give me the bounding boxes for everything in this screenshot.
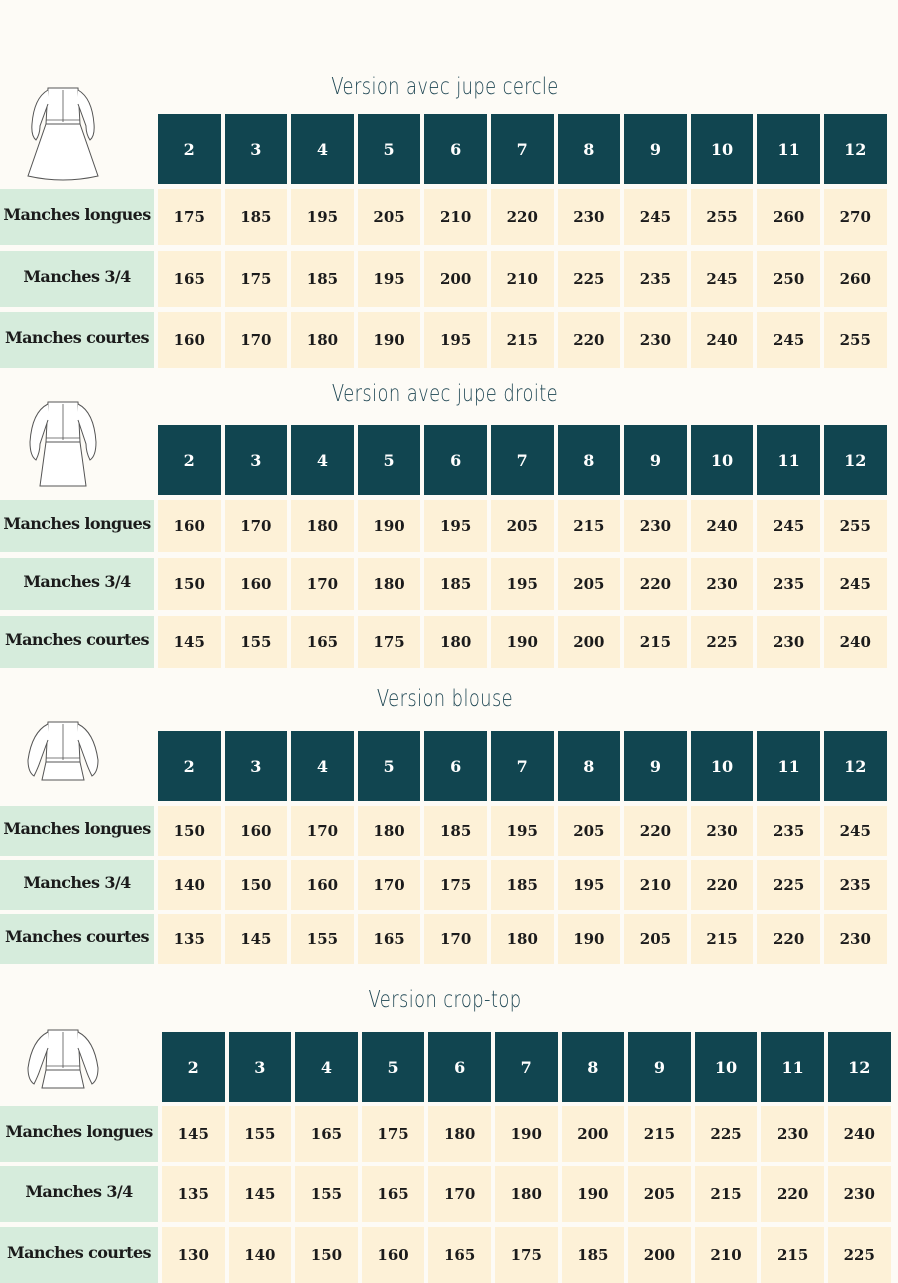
value-cell: 170 bbox=[225, 312, 288, 368]
value-cell: 180 bbox=[291, 500, 354, 552]
value-cell: 135 bbox=[162, 1166, 225, 1222]
value-cell: 210 bbox=[424, 189, 487, 245]
value-cell: 255 bbox=[824, 312, 887, 368]
size-header-cell: 6 bbox=[424, 114, 487, 184]
value-cell: 185 bbox=[491, 860, 554, 910]
value-cell: 235 bbox=[757, 558, 820, 610]
value-cell: 170 bbox=[424, 914, 487, 964]
value-cell: 195 bbox=[424, 312, 487, 368]
value-cell: 175 bbox=[362, 1106, 425, 1162]
value-cell: 175 bbox=[424, 860, 487, 910]
value-cell: 185 bbox=[225, 189, 288, 245]
value-cell: 215 bbox=[691, 914, 754, 964]
value-cell: 160 bbox=[225, 806, 288, 856]
value-cell: 180 bbox=[495, 1166, 558, 1222]
value-cell: 190 bbox=[558, 914, 621, 964]
row-label: Manches longues bbox=[0, 500, 154, 552]
size-header-cell: 11 bbox=[757, 425, 820, 495]
value-cell: 200 bbox=[628, 1227, 691, 1283]
value-cell: 165 bbox=[295, 1106, 358, 1162]
value-cell: 260 bbox=[757, 189, 820, 245]
size-header-cell: 10 bbox=[691, 425, 754, 495]
value-cell: 180 bbox=[491, 914, 554, 964]
size-header-cell: 11 bbox=[757, 731, 820, 801]
value-cell: 230 bbox=[757, 616, 820, 668]
size-header-cell: 7 bbox=[491, 114, 554, 184]
value-cell: 240 bbox=[691, 312, 754, 368]
size-header-cell: 10 bbox=[691, 731, 754, 801]
value-cell: 245 bbox=[757, 500, 820, 552]
value-cell: 165 bbox=[358, 914, 421, 964]
size-header-cell: 2 bbox=[158, 114, 221, 184]
value-cell: 215 bbox=[628, 1106, 691, 1162]
row-label: Manches courtes bbox=[0, 1227, 158, 1283]
value-cell: 220 bbox=[757, 914, 820, 964]
value-cell: 190 bbox=[491, 616, 554, 668]
size-header-cell: 4 bbox=[295, 1032, 358, 1102]
value-cell: 135 bbox=[158, 914, 221, 964]
size-header-cell: 6 bbox=[424, 425, 487, 495]
value-cell: 220 bbox=[558, 312, 621, 368]
value-cell: 145 bbox=[158, 616, 221, 668]
value-cell: 195 bbox=[291, 189, 354, 245]
row-label: Manches courtes bbox=[0, 914, 154, 964]
value-cell: 150 bbox=[158, 806, 221, 856]
row-label: Manches longues bbox=[0, 189, 154, 245]
value-cell: 200 bbox=[558, 616, 621, 668]
value-cell: 150 bbox=[295, 1227, 358, 1283]
row-label: Manches longues bbox=[0, 1106, 158, 1162]
section-title: Version avec jupe droite bbox=[331, 381, 559, 407]
value-cell: 240 bbox=[824, 616, 887, 668]
value-cell: 205 bbox=[558, 806, 621, 856]
size-header-cell: 7 bbox=[495, 1032, 558, 1102]
size-header-cell: 3 bbox=[225, 731, 288, 801]
size-header-cell: 7 bbox=[491, 731, 554, 801]
value-cell: 165 bbox=[428, 1227, 491, 1283]
value-cell: 230 bbox=[828, 1166, 891, 1222]
value-cell: 230 bbox=[624, 500, 687, 552]
value-cell: 205 bbox=[558, 558, 621, 610]
size-header-cell: 2 bbox=[162, 1032, 225, 1102]
size-header-cell: 9 bbox=[624, 425, 687, 495]
value-cell: 230 bbox=[691, 558, 754, 610]
size-header-cell: 8 bbox=[558, 114, 621, 184]
value-cell: 150 bbox=[158, 558, 221, 610]
size-header-cell: 6 bbox=[424, 731, 487, 801]
size-header-cell: 2 bbox=[158, 425, 221, 495]
value-cell: 245 bbox=[824, 806, 887, 856]
value-cell: 205 bbox=[491, 500, 554, 552]
value-cell: 255 bbox=[824, 500, 887, 552]
value-cell: 200 bbox=[562, 1106, 625, 1162]
size-header-cell: 3 bbox=[225, 425, 288, 495]
value-cell: 220 bbox=[691, 860, 754, 910]
value-cell: 245 bbox=[757, 312, 820, 368]
value-cell: 160 bbox=[158, 500, 221, 552]
size-header-cell: 7 bbox=[491, 425, 554, 495]
value-cell: 205 bbox=[624, 914, 687, 964]
value-cell: 175 bbox=[225, 251, 288, 307]
value-cell: 225 bbox=[558, 251, 621, 307]
value-cell: 230 bbox=[824, 914, 887, 964]
value-cell: 130 bbox=[162, 1227, 225, 1283]
size-header-cell: 5 bbox=[358, 731, 421, 801]
value-cell: 180 bbox=[358, 806, 421, 856]
size-header-cell: 3 bbox=[225, 114, 288, 184]
row-label: Manches courtes bbox=[0, 312, 154, 368]
size-header-cell: 4 bbox=[291, 731, 354, 801]
value-cell: 210 bbox=[624, 860, 687, 910]
value-cell: 225 bbox=[691, 616, 754, 668]
value-cell: 205 bbox=[628, 1166, 691, 1222]
section-title: Version blouse bbox=[376, 686, 514, 712]
value-cell: 170 bbox=[291, 806, 354, 856]
value-cell: 260 bbox=[824, 251, 887, 307]
value-cell: 230 bbox=[761, 1106, 824, 1162]
value-cell: 150 bbox=[225, 860, 288, 910]
size-header-cell: 9 bbox=[628, 1032, 691, 1102]
section-title: Version avec jupe cercle bbox=[331, 74, 559, 100]
size-header-cell: 4 bbox=[291, 114, 354, 184]
value-cell: 240 bbox=[828, 1106, 891, 1162]
value-cell: 235 bbox=[757, 806, 820, 856]
value-cell: 200 bbox=[424, 251, 487, 307]
dress-straight-skirt-icon bbox=[18, 398, 108, 502]
crop-top-icon bbox=[18, 1026, 108, 1100]
value-cell: 205 bbox=[358, 189, 421, 245]
value-cell: 170 bbox=[428, 1166, 491, 1222]
value-cell: 155 bbox=[225, 616, 288, 668]
value-cell: 160 bbox=[362, 1227, 425, 1283]
value-cell: 250 bbox=[757, 251, 820, 307]
value-cell: 230 bbox=[624, 312, 687, 368]
size-header-cell: 12 bbox=[824, 731, 887, 801]
size-header-cell: 6 bbox=[428, 1032, 491, 1102]
row-label: Manches 3/4 bbox=[0, 558, 154, 610]
value-cell: 270 bbox=[824, 189, 887, 245]
value-cell: 195 bbox=[491, 558, 554, 610]
size-header-cell: 12 bbox=[824, 114, 887, 184]
dress-circle-skirt-icon bbox=[18, 84, 108, 188]
value-cell: 225 bbox=[757, 860, 820, 910]
value-cell: 160 bbox=[291, 860, 354, 910]
value-cell: 170 bbox=[358, 860, 421, 910]
value-cell: 190 bbox=[495, 1106, 558, 1162]
value-cell: 145 bbox=[229, 1166, 292, 1222]
value-cell: 230 bbox=[558, 189, 621, 245]
size-header-cell: 9 bbox=[624, 114, 687, 184]
size-header-cell: 9 bbox=[624, 731, 687, 801]
value-cell: 245 bbox=[824, 558, 887, 610]
value-cell: 185 bbox=[291, 251, 354, 307]
section-title: Version crop-top bbox=[368, 987, 522, 1013]
value-cell: 220 bbox=[624, 558, 687, 610]
row-label: Manches courtes bbox=[0, 616, 154, 668]
value-cell: 215 bbox=[761, 1227, 824, 1283]
value-cell: 190 bbox=[358, 500, 421, 552]
value-cell: 220 bbox=[761, 1166, 824, 1222]
size-header-cell: 12 bbox=[824, 425, 887, 495]
value-cell: 145 bbox=[225, 914, 288, 964]
value-cell: 215 bbox=[491, 312, 554, 368]
value-cell: 195 bbox=[424, 500, 487, 552]
blouse-icon bbox=[18, 718, 108, 792]
row-label: Manches 3/4 bbox=[0, 1166, 158, 1222]
value-cell: 220 bbox=[491, 189, 554, 245]
value-cell: 185 bbox=[562, 1227, 625, 1283]
value-cell: 230 bbox=[691, 806, 754, 856]
value-cell: 155 bbox=[295, 1166, 358, 1222]
value-cell: 225 bbox=[695, 1106, 758, 1162]
value-cell: 195 bbox=[358, 251, 421, 307]
row-label: Manches 3/4 bbox=[0, 251, 154, 307]
value-cell: 215 bbox=[624, 616, 687, 668]
value-cell: 210 bbox=[695, 1227, 758, 1283]
size-header-cell: 11 bbox=[757, 114, 820, 184]
value-cell: 175 bbox=[358, 616, 421, 668]
size-header-cell: 8 bbox=[558, 731, 621, 801]
value-cell: 195 bbox=[558, 860, 621, 910]
size-header-cell: 10 bbox=[695, 1032, 758, 1102]
value-cell: 245 bbox=[624, 189, 687, 245]
value-cell: 140 bbox=[229, 1227, 292, 1283]
value-cell: 160 bbox=[225, 558, 288, 610]
value-cell: 185 bbox=[424, 806, 487, 856]
value-cell: 235 bbox=[824, 860, 887, 910]
size-header-cell: 5 bbox=[362, 1032, 425, 1102]
value-cell: 210 bbox=[491, 251, 554, 307]
size-header-cell: 5 bbox=[358, 425, 421, 495]
size-header-cell: 5 bbox=[358, 114, 421, 184]
value-cell: 165 bbox=[158, 251, 221, 307]
value-cell: 165 bbox=[291, 616, 354, 668]
value-cell: 225 bbox=[828, 1227, 891, 1283]
value-cell: 235 bbox=[624, 251, 687, 307]
value-cell: 215 bbox=[558, 500, 621, 552]
value-cell: 180 bbox=[428, 1106, 491, 1162]
value-cell: 170 bbox=[225, 500, 288, 552]
value-cell: 145 bbox=[162, 1106, 225, 1162]
size-header-cell: 3 bbox=[229, 1032, 292, 1102]
row-label: Manches longues bbox=[0, 806, 154, 856]
value-cell: 240 bbox=[691, 500, 754, 552]
row-label: Manches 3/4 bbox=[0, 860, 154, 910]
value-cell: 155 bbox=[229, 1106, 292, 1162]
value-cell: 195 bbox=[491, 806, 554, 856]
value-cell: 180 bbox=[291, 312, 354, 368]
size-header-cell: 8 bbox=[558, 425, 621, 495]
value-cell: 255 bbox=[691, 189, 754, 245]
value-cell: 180 bbox=[358, 558, 421, 610]
value-cell: 155 bbox=[291, 914, 354, 964]
value-cell: 180 bbox=[424, 616, 487, 668]
value-cell: 170 bbox=[291, 558, 354, 610]
size-header-cell: 10 bbox=[691, 114, 754, 184]
value-cell: 165 bbox=[362, 1166, 425, 1222]
value-cell: 175 bbox=[158, 189, 221, 245]
value-cell: 160 bbox=[158, 312, 221, 368]
value-cell: 220 bbox=[624, 806, 687, 856]
value-cell: 190 bbox=[562, 1166, 625, 1222]
value-cell: 140 bbox=[158, 860, 221, 910]
size-header-cell: 2 bbox=[158, 731, 221, 801]
size-header-cell: 8 bbox=[562, 1032, 625, 1102]
size-header-cell: 12 bbox=[828, 1032, 891, 1102]
value-cell: 175 bbox=[495, 1227, 558, 1283]
size-header-cell: 11 bbox=[761, 1032, 824, 1102]
size-header-cell: 4 bbox=[291, 425, 354, 495]
value-cell: 190 bbox=[358, 312, 421, 368]
value-cell: 185 bbox=[424, 558, 487, 610]
value-cell: 215 bbox=[695, 1166, 758, 1222]
value-cell: 245 bbox=[691, 251, 754, 307]
